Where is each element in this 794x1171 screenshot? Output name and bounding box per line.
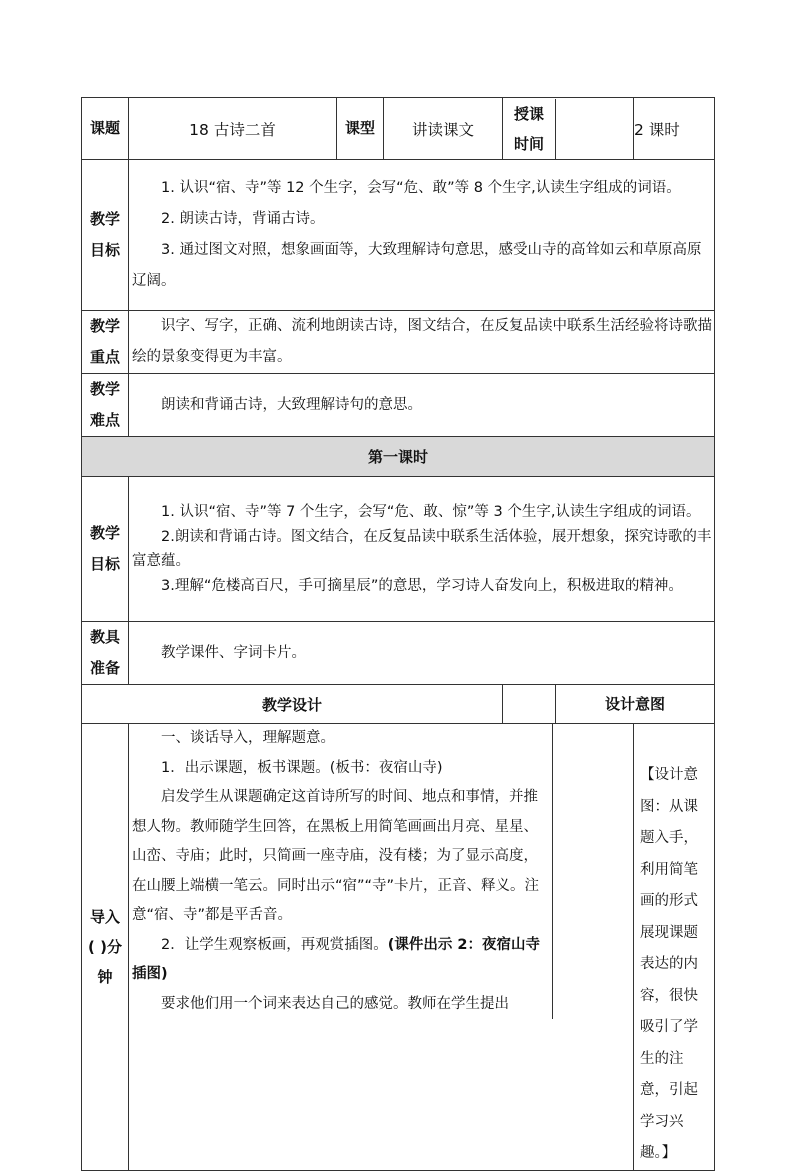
stage-label-line-3: 钟 [97, 967, 113, 986]
lesson-goals-label [82, 477, 129, 622]
type-label: 课型 [337, 98, 384, 160]
intent-content [634, 724, 715, 1171]
difficulties-label-line-1: 教学 [89, 380, 120, 398]
lesson-goals-row [82, 477, 715, 622]
intent-text: 【设计意图：从课题入手，利用简笔画的形式展现课题表达的内容，很快吸引了学生的注意，引起学习兴趣。】 [640, 767, 698, 1161]
intent-header-cell [503, 685, 715, 724]
goals-label [82, 160, 129, 311]
topic-value: 18 古诗二首 [129, 98, 337, 160]
difficulties-row [82, 374, 715, 437]
tools-label-line-2: 准备 [89, 659, 120, 677]
goals-content [129, 160, 715, 311]
goals-label-line-2: 目标 [89, 241, 120, 259]
design-para-2: 1．出示课题，板书课题。(板书：夜宿山寺) [161, 759, 443, 776]
tools-label [82, 622, 129, 685]
difficulties-text: 朗读和背诵古诗，大致理解诗句的意思。 [161, 396, 422, 413]
lesson-goal-item-3: 3.理解“危楼高百尺，手可摘星辰”的意思，学习诗人奋发向上，积极进取的精神。 [161, 577, 683, 594]
difficulties-label [82, 374, 129, 437]
first-lesson-title: 第一课时 [82, 437, 715, 477]
time-label-line-2: 时间 [513, 134, 544, 153]
tools-row [82, 622, 715, 685]
goal-item-1: 1. 认识“宿、寺”等 12 个生字，会写“危、敢”等 8 个生字,认读生字组成的词语。 [161, 180, 681, 196]
stage-label [82, 724, 129, 1171]
lesson-goal-item-1: 1. 认识“宿、寺”等 7 个生字，会写“危、敢、惊”等 3 个生字,认读生字组成的词语。 [161, 504, 701, 520]
intro-row [82, 724, 715, 1171]
intent-header-spacer [503, 685, 555, 723]
time-spacer [556, 99, 633, 159]
lesson-plan-table [81, 97, 715, 1171]
lesson-goals-content [129, 477, 715, 622]
key-points-label-line-1: 教学 [89, 317, 120, 335]
design-header-row [82, 685, 715, 724]
key-points-text: 识字、写字，正确、流利地朗读古诗，图文结合，在反复品读中联系生活经验将诗歌描绘的景象变得更为丰富。 [132, 318, 712, 365]
goals-row [82, 160, 715, 311]
time-label [503, 99, 556, 159]
design-content [129, 724, 553, 1019]
header-row [82, 98, 715, 160]
time-value: 2 课时 [634, 98, 715, 160]
key-points-label [82, 311, 129, 374]
design-gap [553, 724, 633, 1019]
lesson-goal-item-2: 2.朗读和背诵古诗。图文结合，在反复品读中联系生活体验，展开想象，探究诗歌的丰富意蕴。 [132, 528, 712, 569]
time-label-line-1: 授课 [513, 104, 544, 123]
tools-content [129, 622, 715, 685]
topic-label: 课题 [82, 98, 129, 160]
design-header: 教学设计 [82, 685, 503, 724]
design-para-4-bold: (课件出示 2：夜宿山寺插图) [132, 936, 540, 982]
first-lesson-row [82, 437, 715, 477]
tools-label-line-1: 教具 [89, 628, 120, 646]
design-para-5: 要求他们用一个词来表达自己的感觉。教师在学生提出 [161, 995, 509, 1012]
difficulties-content [129, 374, 715, 437]
design-para-3: 启发学生从课题确定这首诗所写的时间、地点和事情，并推想人物。教师随学生回答，在黑板上用简笔画画出月亮、星星、山峦、寺庙；此时，只简画一座寺庙，没有楼；为了显示高度，在山腰上端横一笔云。同时出示“宿”“寺”卡片，正音、释义。注意“宿、寺”都是平舌音。 [132, 789, 540, 923]
design-para-1: 一、谈话导入，理解题意。 [161, 730, 335, 746]
goals-label-line-1: 教学 [89, 210, 120, 228]
stage-label-line-2: ( )分 [88, 937, 122, 956]
key-points-content [129, 311, 715, 374]
goal-item-2: 2. 朗读古诗，背诵古诗。 [161, 211, 325, 227]
stage-label-line-1: 导入 [89, 907, 120, 926]
time-cell [503, 98, 634, 160]
difficulties-label-line-2: 难点 [89, 411, 120, 429]
lesson-goals-label-line-1: 教学 [89, 524, 120, 542]
goal-item-3: 3. 通过图文对照，想象画面等，大致理解诗句意思，感受山寺的高耸如云和草原高原辽阔。 [132, 242, 702, 289]
design-para-4-plain: 2．让学生观察板画，再观赏插图。 [161, 936, 388, 953]
tools-text: 教学课件、字词卡片。 [161, 644, 306, 661]
key-points-row [82, 311, 715, 374]
design-content-cell [129, 724, 634, 1171]
type-value: 讲读课文 [384, 98, 503, 160]
design-para-4 [132, 931, 550, 990]
intent-header: 设计意图 [555, 685, 714, 723]
lesson-goals-label-line-2: 目标 [89, 555, 120, 573]
key-points-label-line-2: 重点 [89, 348, 120, 366]
